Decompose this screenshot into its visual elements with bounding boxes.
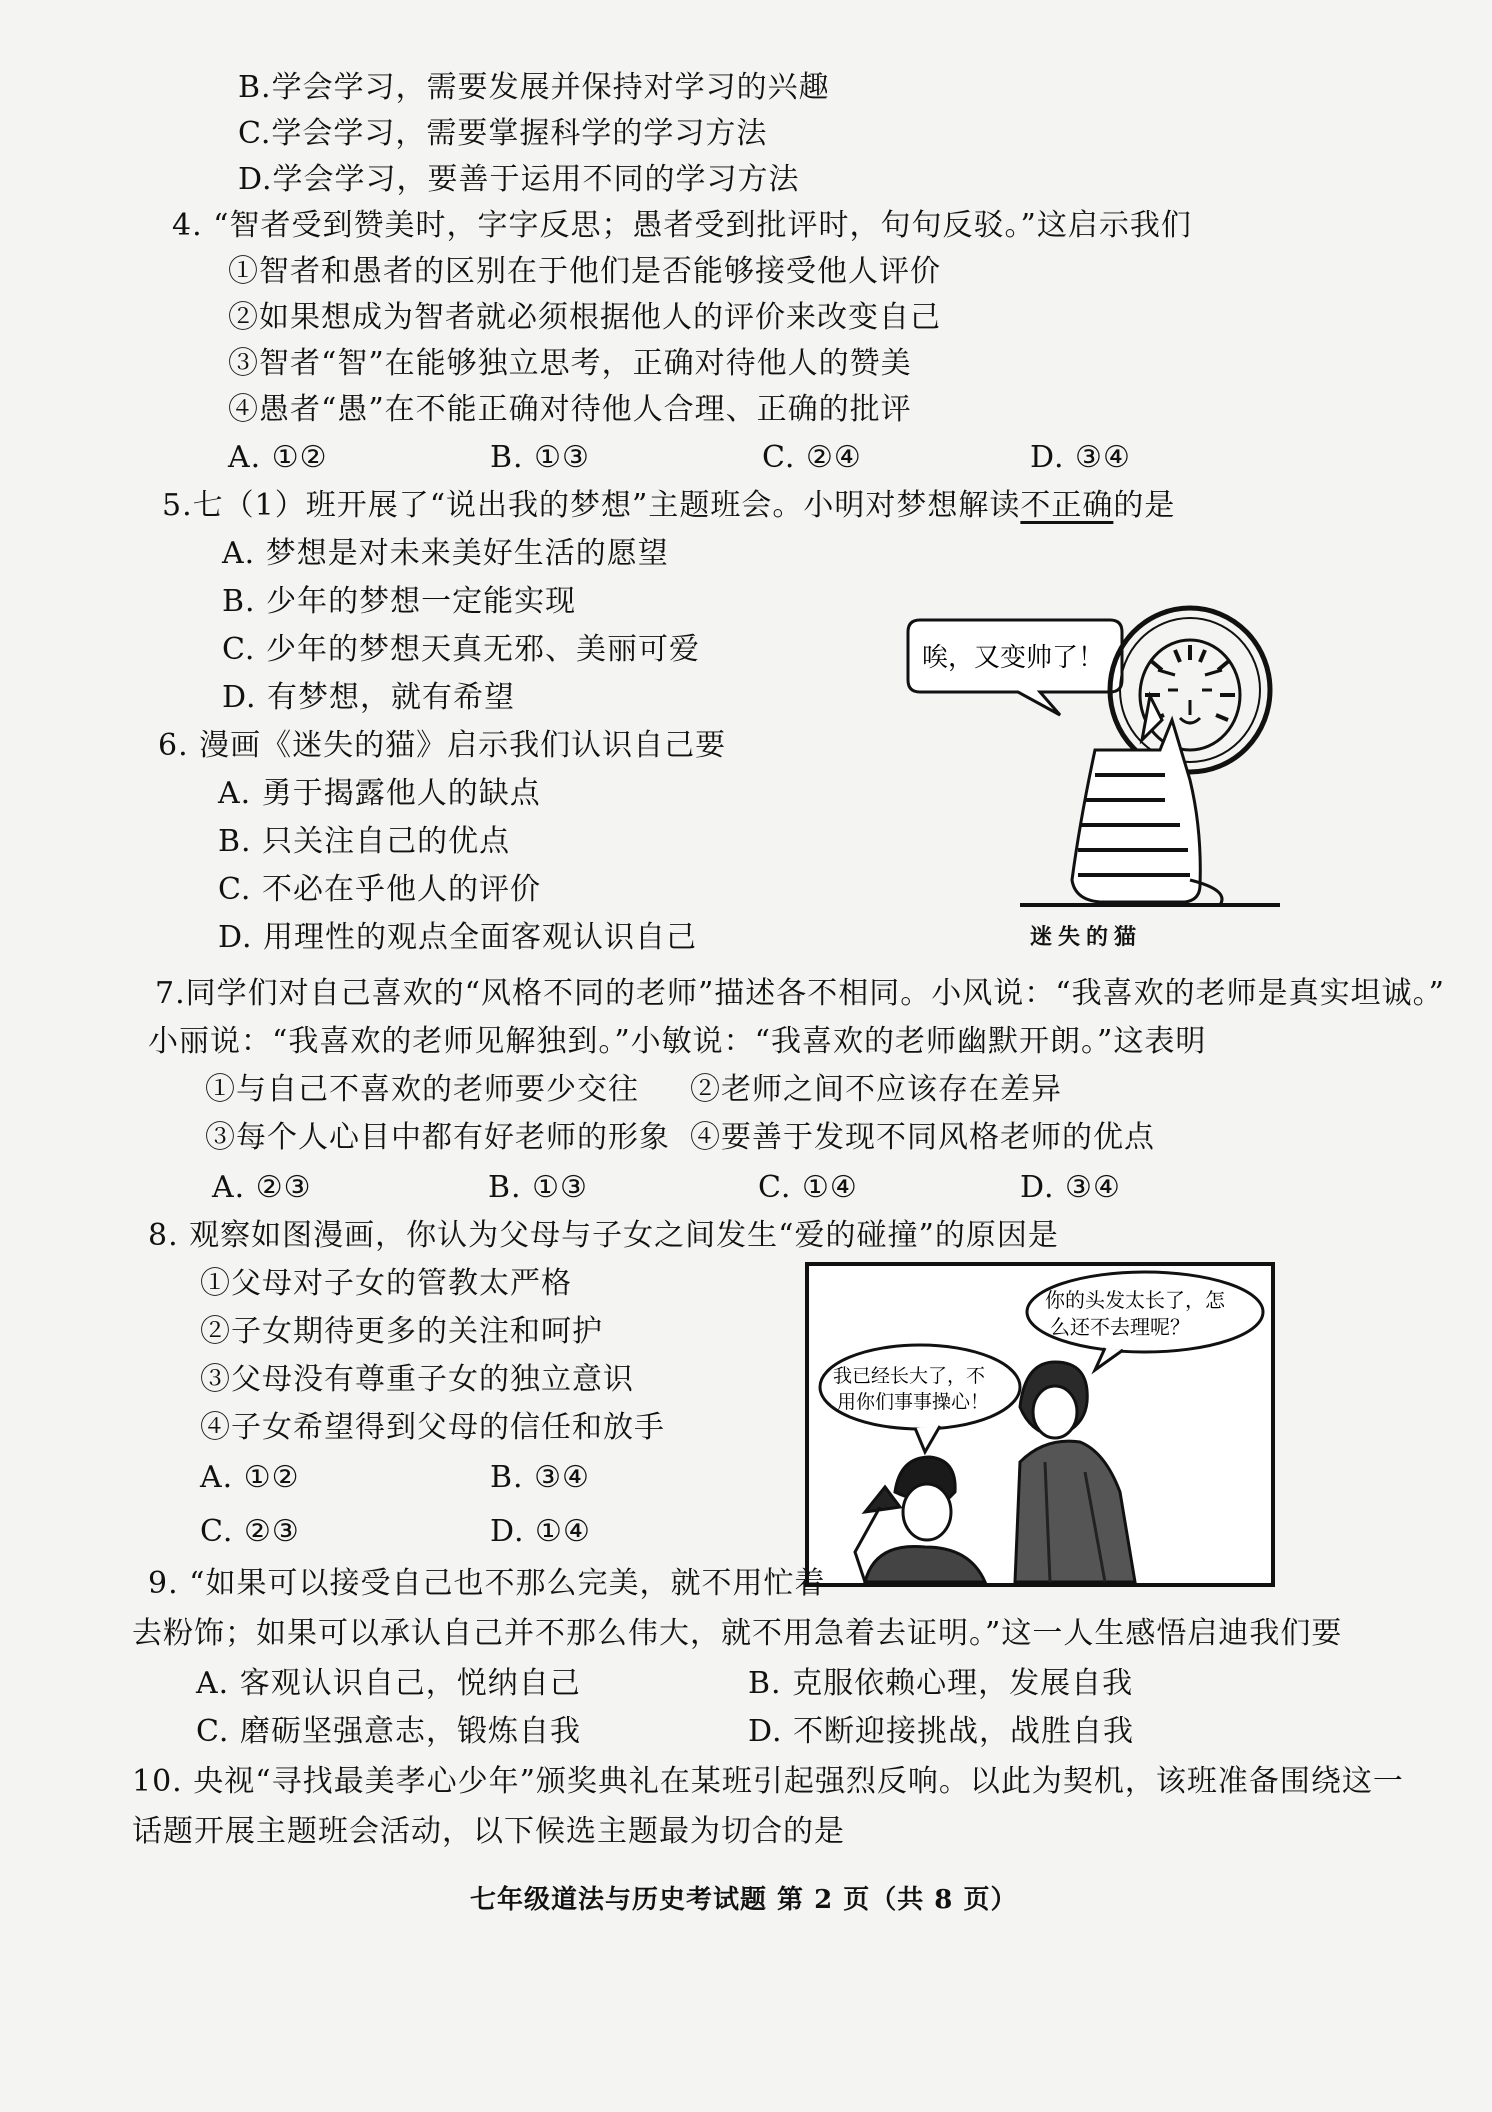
q5-stem-underlined: 不正确	[1020, 488, 1114, 523]
q4-statement-2: ②如果想成为智者就必须根据他人的评价来改变自己	[228, 300, 941, 335]
q5-option-b: B. 少年的梦想一定能实现	[222, 584, 577, 619]
q4-statement-3: ③智者“智”在能够独立思考，正确对待他人的赞美	[228, 346, 912, 381]
q7-line-2: 小丽说：“我喜欢的老师见解独到。”小敏说：“我喜欢的老师幽默开朗。”这表明	[148, 1024, 1207, 1059]
q7-statement-1: ①与自己不喜欢的老师要少交往	[205, 1072, 639, 1107]
page-footer: 七年级道法与历史考试题 第 2 页（共 8 页）	[470, 1885, 1018, 1915]
q3-option-d: D.学会学习，要善于运用不同的学习方法	[238, 162, 800, 197]
child-speech-bubble-icon	[820, 1345, 1020, 1429]
q7-statement-2: ②老师之间不应该存在差异	[690, 1072, 1062, 1107]
q8-option-a: A. ①②	[200, 1460, 300, 1495]
parent-child-cartoon	[805, 1262, 1275, 1587]
cartoon-caption: 迷失的猫	[1030, 924, 1143, 950]
q8-statement-4: ④子女希望得到父母的信任和放手	[200, 1410, 665, 1445]
q9-line-2: 去粉饰；如果可以承认自己并不那么伟大，就不用急着去证明。”这一人生感悟启迪我们要	[132, 1616, 1343, 1651]
q6-option-a: A. 勇于揭露他人的缺点	[218, 776, 541, 811]
q6-stem: 6. 漫画《迷失的猫》启示我们认识自己要	[158, 728, 727, 763]
parent-speech-bubble-icon	[1027, 1272, 1263, 1352]
q9-option-a: A. 客观认识自己，悦纳自己	[196, 1666, 581, 1701]
q4-option-c: C. ②④	[762, 440, 862, 475]
q5-stem-post: 的是	[1113, 488, 1176, 523]
q4-option-b: B. ①③	[490, 440, 590, 475]
q7-line-1: 7.同学们对自己喜欢的“风格不同的老师”描述各不相同。小风说：“我喜欢的老师是真实坦诚。”	[155, 976, 1445, 1011]
q8-option-d: D. ①④	[490, 1514, 591, 1549]
parent-bubble-line-1: 你的头发太长了，怎	[1045, 1288, 1225, 1312]
q10-line-2: 话题开展主题班会活动，以下候选主题最为切合的是	[132, 1814, 845, 1849]
q9-option-c: C. 磨砺坚强意志，锻炼自我	[196, 1714, 581, 1749]
child-bubble-line-2: 用你们事事操心！	[837, 1391, 990, 1413]
q3-option-b: B.学会学习，需要发展并保持对学习的兴趣	[238, 70, 830, 105]
q7-statement-4: ④要善于发现不同风格老师的优点	[690, 1120, 1155, 1155]
mirror-icon	[1110, 608, 1270, 772]
q4-statement-1: ①智者和愚者的区别在于他们是否能够接受他人评价	[228, 254, 941, 289]
q7-option-a: A. ②③	[212, 1170, 312, 1205]
parent-bubble-line-2: 么还不去理呢？	[1050, 1315, 1190, 1339]
q10-line-1: 10. 央视“寻找最美孝心少年”颁奖典礼在某班引起强烈反响。以此为契机，该班准备围绕这一	[132, 1764, 1404, 1799]
q7-option-d: D. ③④	[1020, 1170, 1121, 1205]
q9-line-1: 9. “如果可以接受自己也不那么完美，就不用忙着	[148, 1566, 826, 1601]
q5-option-c: C. 少年的梦想天真无邪、美丽可爱	[222, 632, 700, 667]
child-bubble-line-1: 我已经长大了，不	[833, 1365, 986, 1387]
cat-bubble-text: 唉，又变帅了！	[922, 643, 1105, 673]
q8-statement-1: ①父母对子女的管教太严格	[200, 1266, 572, 1301]
q7-statement-3: ③每个人心目中都有好老师的形象	[205, 1120, 670, 1155]
striped-cat-icon	[1072, 696, 1222, 905]
q8-statement-2: ②子女期待更多的关注和呵护	[200, 1314, 603, 1349]
q8-option-c: C. ②③	[200, 1514, 300, 1549]
q7-option-c: C. ①④	[758, 1170, 858, 1205]
q9-option-b: B. 克服依赖心理，发展自我	[748, 1666, 1134, 1701]
q4-stem: 4. “智者受到赞美时，字字反思；愚者受到批评时，句句反驳。”这启示我们	[172, 208, 1192, 243]
q6-option-b: B. 只关注自己的优点	[218, 824, 511, 859]
tiger-face-icon	[1140, 640, 1240, 750]
q8-statement-3: ③父母没有尊重子女的独立意识	[200, 1362, 634, 1397]
q5-stem	[162, 486, 1175, 526]
q4-option-a: A. ①②	[228, 440, 328, 475]
q6-option-d: D. 用理性的观点全面客观认识自己	[218, 920, 698, 955]
q9-option-d: D. 不断迎接挑战，战胜自我	[748, 1714, 1135, 1749]
lost-cat-cartoon	[900, 600, 1300, 930]
q4-statement-4: ④愚者“愚”在不能正确对待他人合理、正确的批评	[228, 392, 912, 427]
q4-option-d: D. ③④	[1030, 440, 1131, 475]
q5-option-a: A. 梦想是对未来美好生活的愿望	[222, 536, 669, 571]
q8-option-b: B. ③④	[490, 1460, 590, 1495]
q7-option-b: B. ①③	[488, 1170, 588, 1205]
q8-stem: 8. 观察如图漫画，你认为父母与子女之间发生“爱的碰撞”的原因是	[148, 1218, 1059, 1253]
q3-option-c: C.学会学习，需要掌握科学的学习方法	[238, 116, 768, 151]
q6-option-c: C. 不必在乎他人的评价	[218, 872, 541, 907]
q5-stem-pre: 5.七（1）班开展了“说出我的梦想”主题班会。小明对梦想解读	[162, 488, 1021, 523]
q5-option-d: D. 有梦想，就有希望	[222, 680, 516, 715]
